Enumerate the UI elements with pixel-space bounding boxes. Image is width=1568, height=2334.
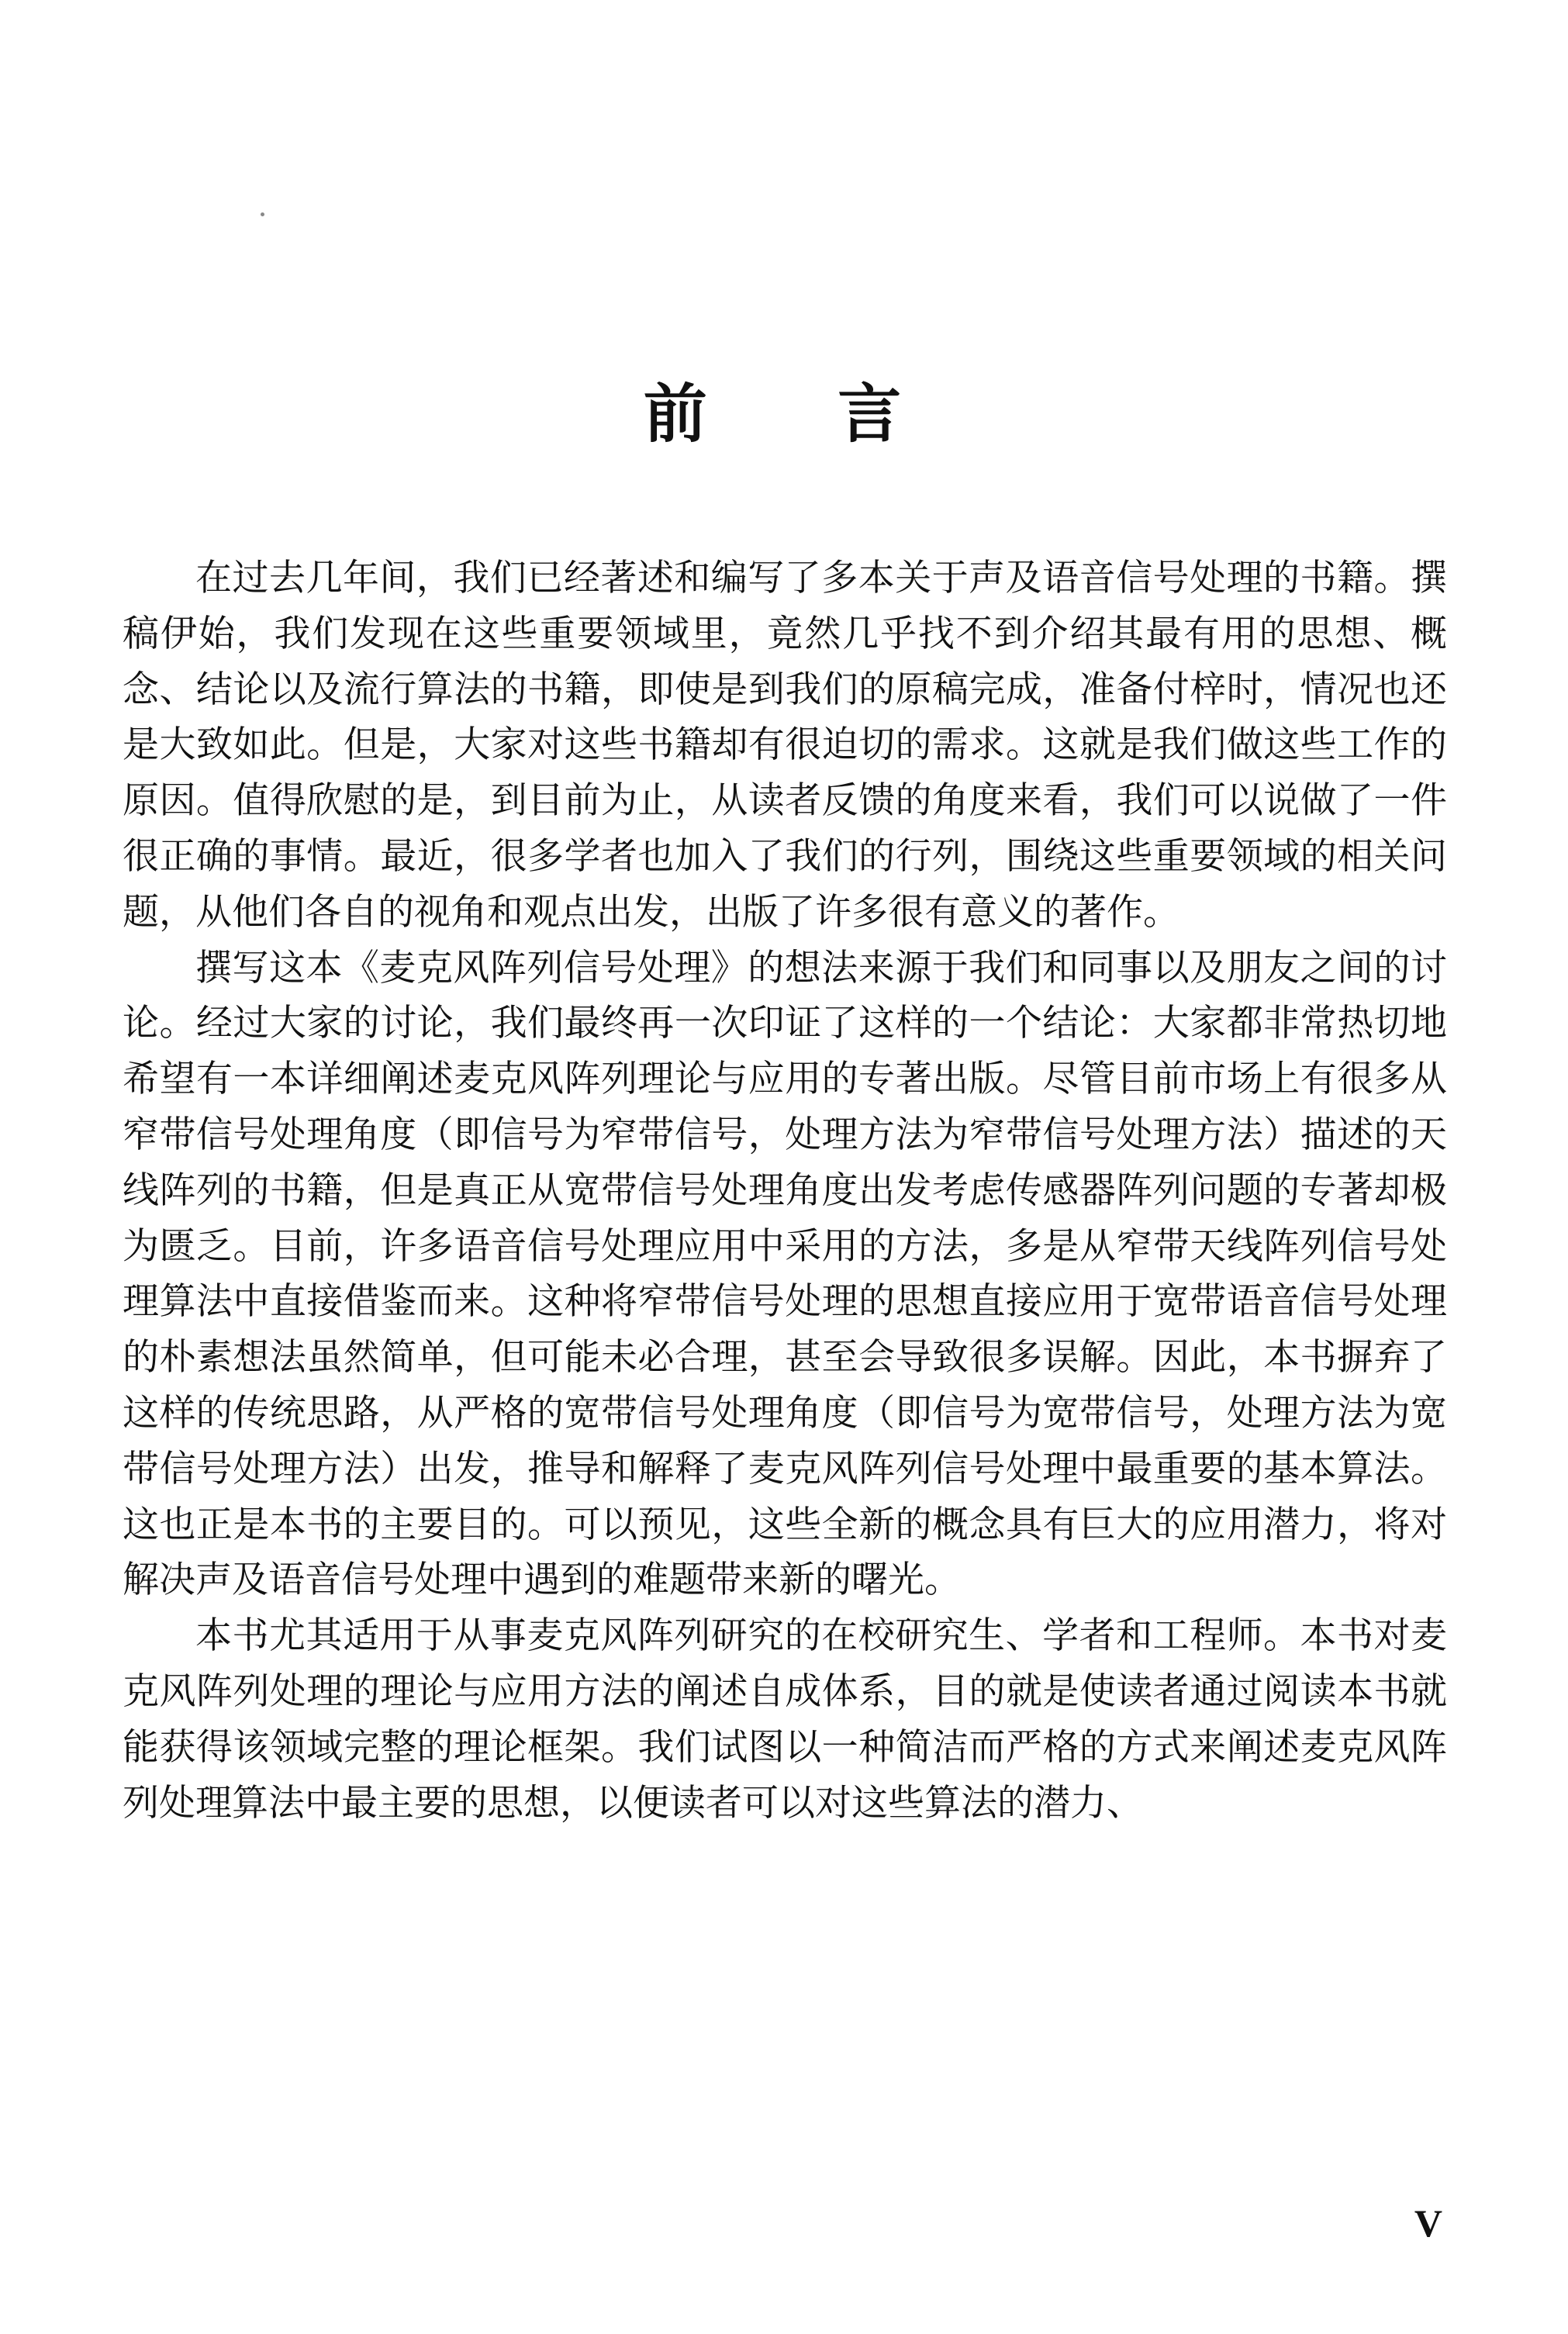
- page-number: V: [1414, 2201, 1442, 2245]
- scan-speck: [261, 212, 264, 216]
- paragraph-3: 本书尤其适用于从事麦克风阵列研究的在校研究生、学者和工程师。本书对麦克风阵列处理的理论与应用方法的阐述自成体系，目的就是使读者通过阅读本书就能获得该领域完整的理论框架。我们试图以一种简洁而严格的方式来阐述麦克风阵列处理算法中最主要的思想，以便读者可以对这些算法的潜力、: [123, 1614, 1447, 1825]
- preface-body: [123, 551, 1447, 1831]
- paragraph-2: 撰写这本《麦克风阵列信号处理》的想法来源于我们和同事以及朋友之间的讨论。经过大家的讨论，我们最终再一次印证了这样的一个结论：大家都非常热切地希望有一本详细阐述麦克风阵列理论与应用的专著出版。尽管目前市场上有很多从窄带信号处理角度（即信号为窄带信号，处理方法为窄带信号处理方法）描述的天线阵列的书籍，但是真正从宽带信号处理角度出发考虑传感器阵列问题的专著却极为匮乏。目前，许多语音信号处理应用中采用的方法，多是从窄带天线阵列信号处理算法中直接借鉴而来。这种将窄带信号处理的思想直接应用于宽带语音信号处理的朴素想法虽然简单，但可能未必合理，甚至会导致很多误解。因此，本书摒弃了这样的传统思路，从严格的宽带信号处理角度（即信号为宽带信号，处理方法为宽带信号处理方法）出发，推导和解释了麦克风阵列信号处理中最重要的基本算法。这也正是本书的主要目的。可以预见，这些全新的概念具有巨大的应用潜力，将对解决声及语音信号处理中遇到的难题带来新的曙光。: [123, 946, 1447, 1602]
- page-title: 前 言: [643, 376, 956, 451]
- paragraph-1: 在过去几年间，我们已经著述和编写了多本关于声及语音信号处理的书籍。撰稿伊始，我们发现在这些重要领域里，竟然几乎找不到介绍其最有用的思想、概念、结论以及流行算法的书籍，即使是到我们的原稿完成，准备付梓时，情况也还是大致如此。但是，大家对这些书籍却有很迫切的需求。这就是我们做这些工作的原因。值得欣慰的是，到目前为止，从读者反馈的角度来看，我们可以说做了一件很正确的事情。最近，很多学者也加入了我们的行列，围绕这些重要领域的相关问题，从他们各自的视角和观点出发，出版了许多很有意义的著作。: [123, 557, 1447, 934]
